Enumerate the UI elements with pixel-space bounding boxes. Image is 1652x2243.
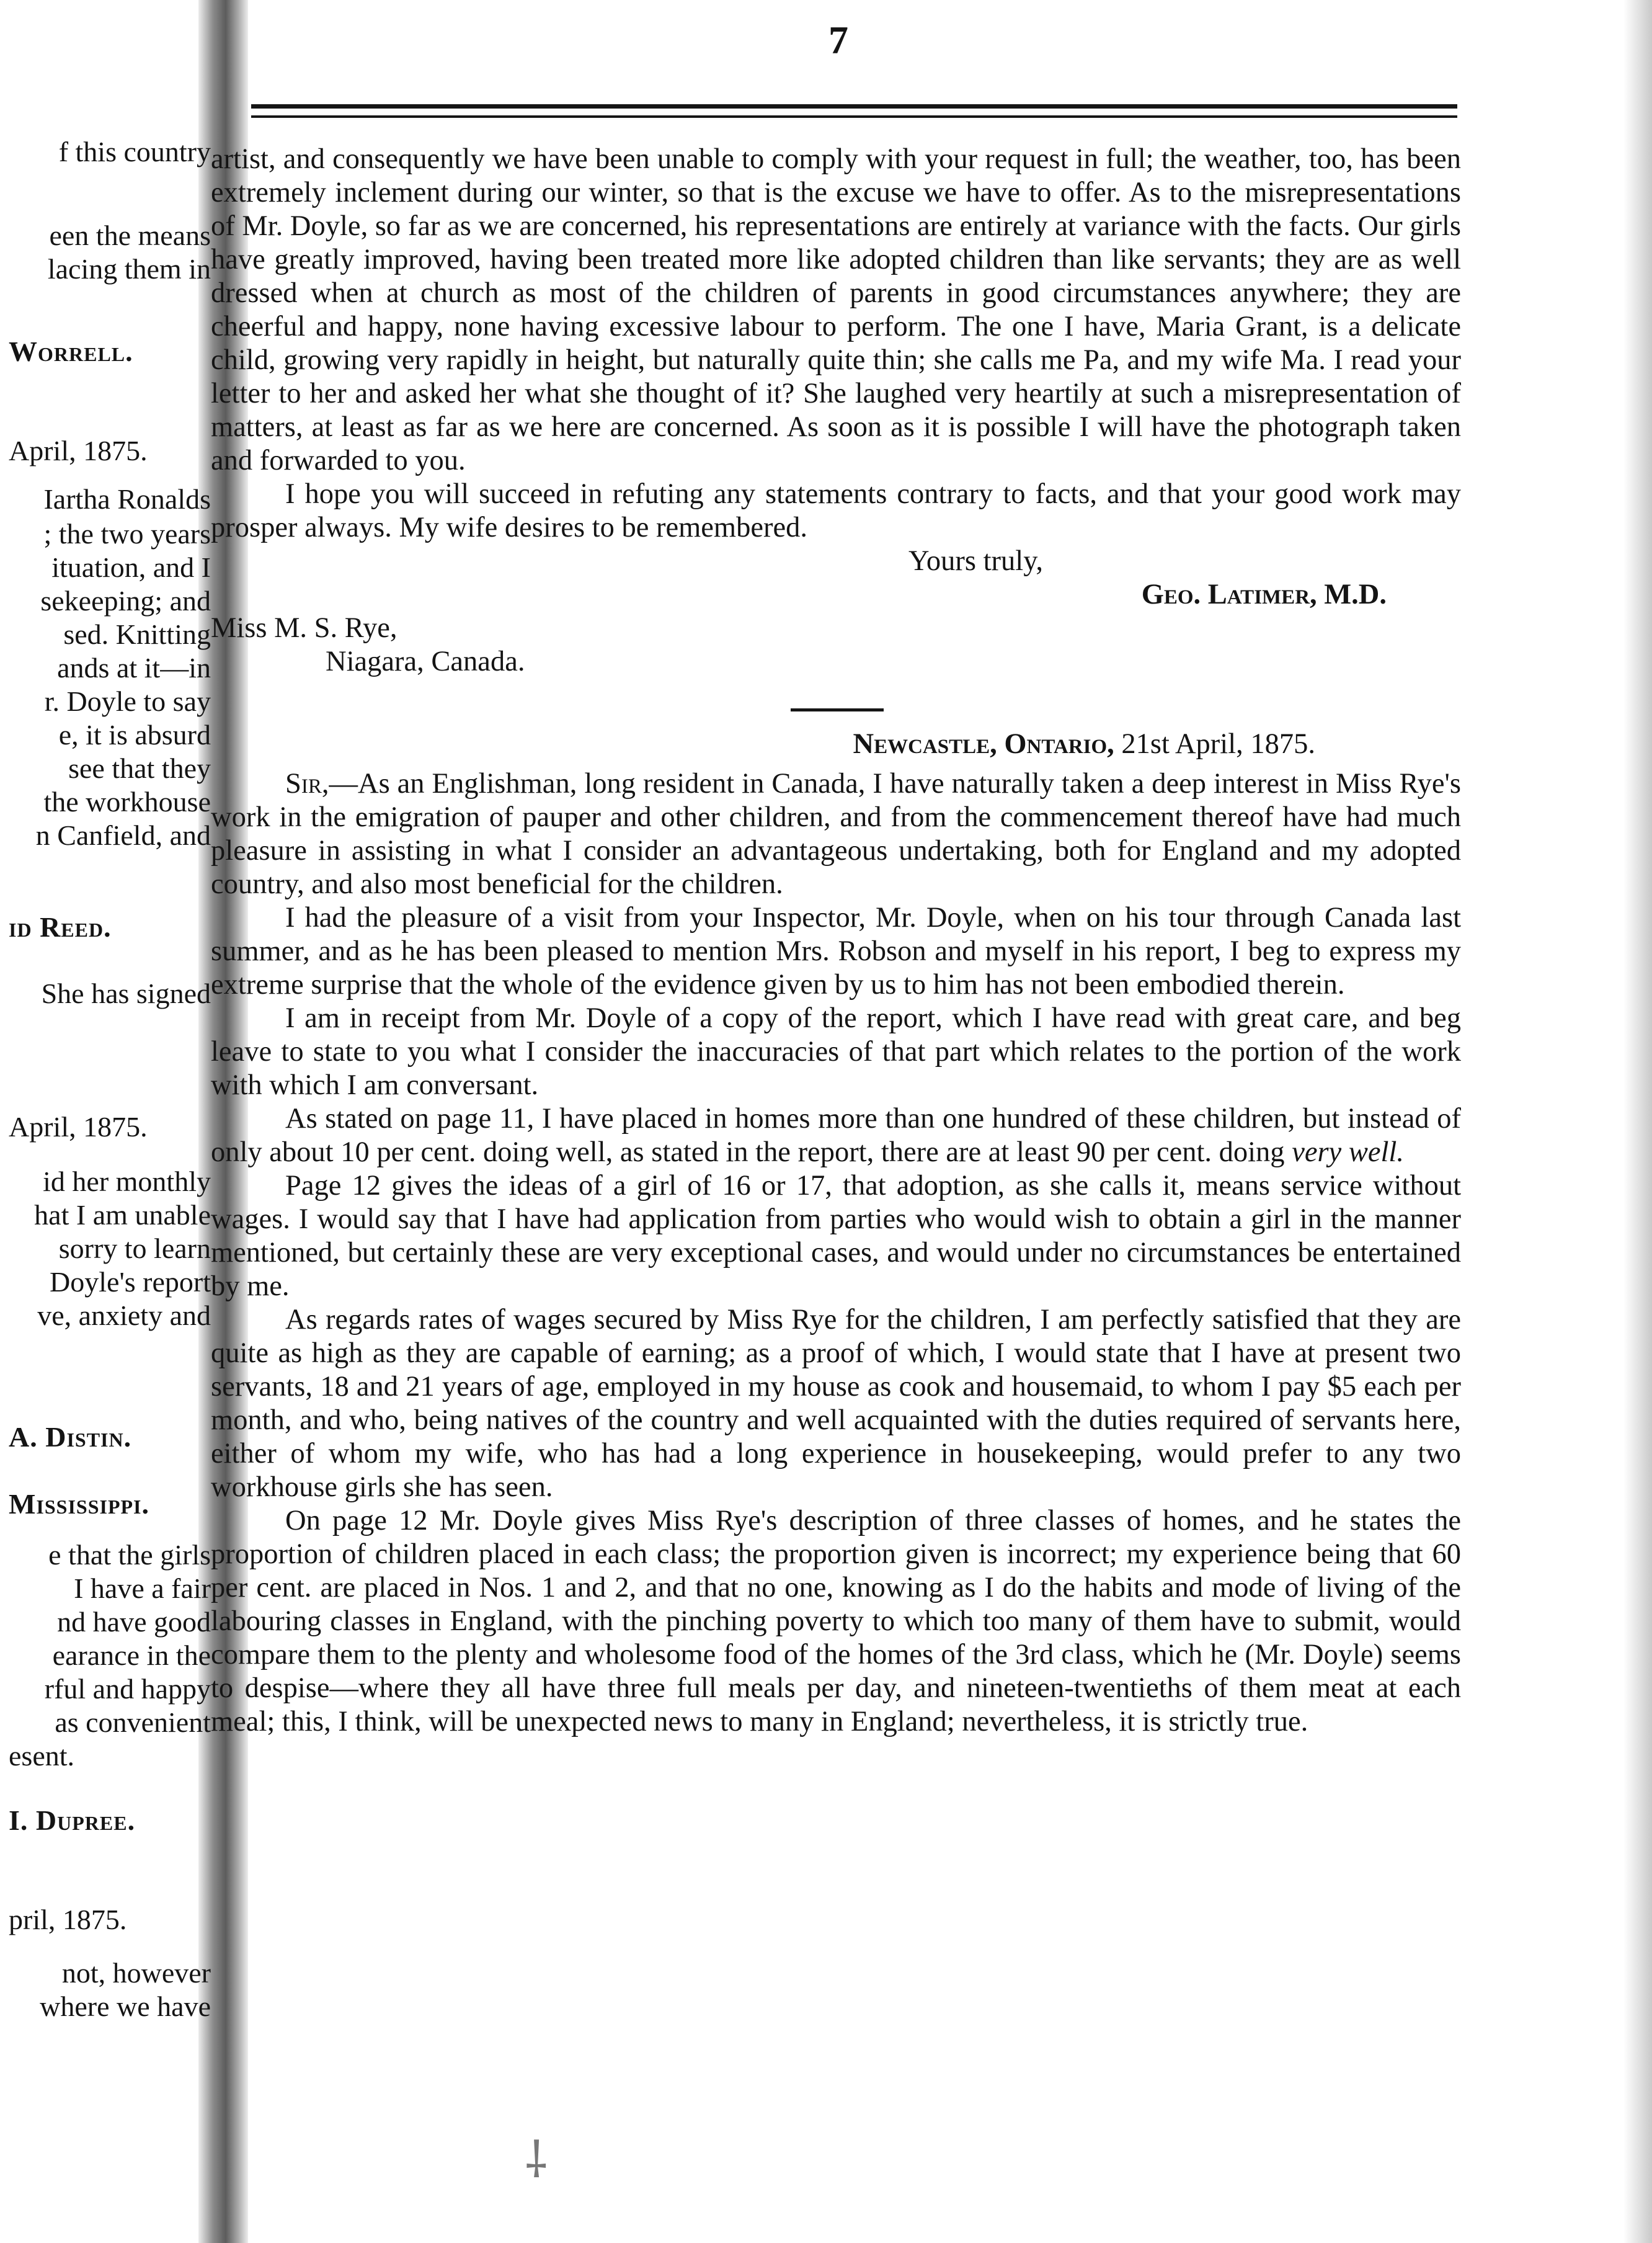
letter2-date: 21st April, 1875. — [1121, 728, 1315, 760]
letter2-paragraph — [211, 767, 1461, 901]
letter2-paragraph: Page 12 gives the ideas of a girl of 16 or 17, that adoption, as she calls it, means service without wages. I would say that I have had application from parties who would wish to obtain a girl in the manner mentioned, but certainly these are very exceptional cases, and would under no circumstances be entertained by me. — [211, 1170, 1461, 1302]
left-fragment: ands at it—in — [57, 652, 211, 684]
letter1-signature: Geo. Latimer, M.D. — [1141, 579, 1387, 610]
header-rule-thin — [251, 115, 1457, 118]
header-rule-thick — [251, 104, 1457, 109]
left-fragment: I have a fair — [74, 1572, 211, 1604]
section-divider — [791, 708, 884, 711]
left-signature-fragment: Worrell. — [9, 336, 133, 367]
left-fragment: Doyle's report — [50, 1266, 211, 1298]
letter2-emphasis: very well. — [1292, 1136, 1404, 1168]
left-heading-fragment: Mississippi. — [9, 1488, 150, 1520]
letter2-paragraph-text: —As an Englishman, long resident in Canada, I have naturally taken a deep interest in Miss Rye's work in the emigration of pauper and other children, and from the commencement thereof have had much pleasure in assisting in what I consider an advantageous undertaking, both for England and my adopted country, and also most beneficial for the children. — [211, 768, 1461, 900]
letter2-paragraph — [211, 1102, 1461, 1169]
letter2-paragraph-text: As stated on page 11, I have placed in homes more than one hundred of these children, but instead of only about 10 per cent. doing well, as stated in the report, there are at least 90 per cent. doing — [211, 1103, 1461, 1168]
page-edge-shadow — [1623, 0, 1652, 2243]
left-fragment: Iartha Ronalds — [43, 483, 211, 515]
left-fragment: not, however — [61, 1957, 211, 1989]
left-fragment: see that they — [68, 752, 211, 784]
left-fragment: id her monthly — [43, 1166, 211, 1197]
letter1-addressee: Miss M. S. Rye, — [211, 612, 397, 644]
left-fragment: earance in the — [52, 1639, 211, 1671]
left-fragment: esent. — [9, 1740, 75, 1772]
left-fragment: hat I am unable — [34, 1199, 211, 1231]
left-fragment: sekeeping; and — [40, 585, 211, 617]
left-fragment: f this country — [58, 136, 211, 167]
page-number: 7 — [828, 18, 848, 62]
letter1-address: Niagara, Canada. — [326, 646, 525, 677]
letter2-paragraph: I had the pleasure of a visit from your Inspector, Mr. Doyle, when on his tour through Canada last summer, and as he has been pleased to mention Mrs. Robson and myself in his report, I beg to express my extreme surprise that the whole of the evidence given by us to him has not been embodied therein. — [211, 902, 1461, 1001]
left-signature-fragment: A. Distin. — [9, 1421, 132, 1453]
left-fragment: She has signed — [41, 978, 211, 1009]
left-fragment: rful and happy — [44, 1673, 211, 1705]
left-fragment: ve, anxiety and — [37, 1300, 211, 1331]
letter1-paragraph: I hope you will succeed in refuting any statements contrary to facts, and that your good work may prosper always. My wife desires to be remembered. — [211, 478, 1461, 543]
left-fragment: e, it is absurd — [58, 719, 211, 751]
left-fragment: ituation, and I — [51, 551, 211, 583]
left-date-fragment: pril, 1875. — [9, 1904, 127, 1935]
left-fragment: sorry to learn — [58, 1233, 211, 1264]
left-fragment: lacing them in — [47, 253, 211, 285]
left-signature-fragment: I. Dupree. — [9, 1804, 136, 1836]
left-fragment: where we have — [40, 1991, 211, 2022]
ink-mark: ⸸ — [525, 2134, 548, 2188]
left-fragment: een the means — [49, 220, 211, 251]
left-column-cropped — [0, 0, 211, 2243]
left-fragment: the workhouse — [43, 786, 211, 818]
main-column — [211, 143, 1461, 1739]
left-fragment: r. Doyle to say — [44, 685, 211, 717]
letter2-paragraph: I am in receipt from Mr. Doyle of a copy of the report, which I have read with great care, and beg leave to state to you what I consider the inaccuracies of that part which relates to the portion of the work with which I am conversant. — [211, 1002, 1461, 1101]
left-signature-fragment: id Reed. — [9, 911, 112, 943]
left-fragment: as convenient — [55, 1706, 211, 1738]
letter2-dateline — [211, 728, 1461, 761]
letter1-body: artist, and consequently we have been unable to comply with your request in full; the weather, too, has been extremely inclement during our winter, so that is the excuse we have to offer. As to the misrepresentations of Mr. Doyle, so far as we are concerned, his representations are entirely at variance with the facts. Our girls have greatly improved, having been treated more like adopted children than like servants; they are as well dressed when at church as most of the children of parents in good circumstances anywhere; they are cheerful and happy, none having excessive labour to perform. The one I have, Maria Grant, is a delicate child, growing very rapidly in height, but naturally quite thin; she calls me Pa, and my wife Ma. I read your letter to her and asked her what she thought of it? She laughed very heartily at such a misrepresentation of matters, at least as far as we here are concerned. As soon as it is possible I will have the photograph taken and forwarded to you. — [211, 143, 1461, 476]
letter1-closing: Yours truly, — [908, 545, 1044, 577]
letter2-place: Newcastle, Ontario, — [853, 728, 1114, 760]
letter2-salutation: Sir, — [285, 768, 329, 800]
letter2-paragraph: As regards rates of wages secured by Miss Rye for the children, I am perfectly satisfied that they are quite as high as they are capable of earning; as a proof of which, I would state that I have at present two servants, 18 and 21 years of age, employed in my house as cook and housemaid, to whom I pay $5 each per month, and who, being natives of the country and well acquainted with the duties required of servants here, either of whom my wife, who has had a long experience in housekeeping, would prefer to any two workhouse girls she has seen. — [211, 1304, 1461, 1503]
left-fragment: sed. Knitting — [63, 618, 211, 650]
left-fragment: nd have good — [57, 1606, 211, 1638]
left-fragment: e that the girls — [48, 1539, 211, 1571]
left-date-fragment: April, 1875. — [9, 1111, 148, 1143]
left-fragment: ; the two years — [43, 518, 211, 550]
letter2-paragraph: On page 12 Mr. Doyle gives Miss Rye's description of three classes of homes, and he states the proportion of children placed in each class; the proportion given is incorrect; my experience being that 60 per cent. are placed in Nos. 1 and 2, and that no one, knowing as I do the habits and mode of living of the labouring classes in England, with the pinching poverty to which too many of them have to submit, would compare them to the plenty and wholesome food of the homes of the 3rd class, which he (Mr. Doyle) seems to despise—where they all have three full meals per day, and nineteen-twentieths of them meat at each meal; this, I think, will be unexpected news to many in England; nevertheless, it is strictly true. — [211, 1505, 1461, 1737]
left-fragment: n Canfield, and — [35, 819, 211, 851]
left-date-fragment: April, 1875. — [9, 435, 148, 466]
